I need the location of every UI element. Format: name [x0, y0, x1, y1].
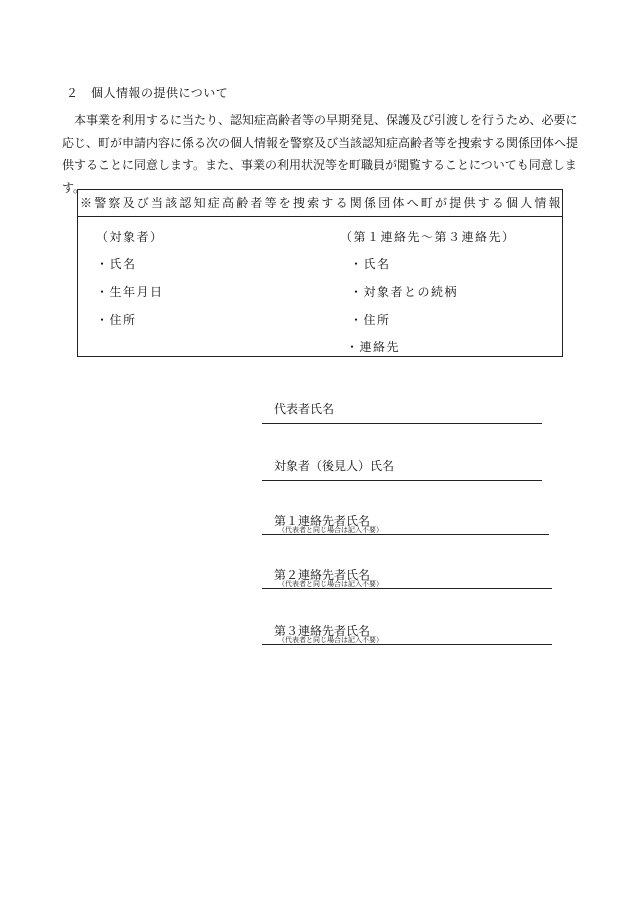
- signature-note: （代表者と同じ場合は記入不要）: [278, 580, 383, 588]
- signature-label: 第１連絡先者氏名: [274, 514, 371, 528]
- contacts-header: （第１連絡先～第３連絡先）: [340, 230, 516, 244]
- signature-note: （代表者と同じ場合は記入不要）: [278, 526, 383, 534]
- paragraph-line: す。: [62, 180, 86, 195]
- signature-label: 第３連絡先者氏名: [274, 624, 371, 638]
- subject-item: ・生年月日: [96, 285, 164, 299]
- section-heading: ２ 個人情報の提供について: [66, 86, 229, 100]
- paragraph-line: 本事業を利用するに当たり、認知症高齢者等の早期発見、保護及び引渡しを行うため、必要に: [62, 113, 578, 127]
- contacts-item: ・連絡先: [346, 340, 401, 354]
- consent-paragraph: [62, 109, 579, 199]
- signature-note: （代表者と同じ場合は記入不要）: [278, 636, 383, 644]
- signature-line[interactable]: [262, 480, 542, 481]
- signature-line[interactable]: [262, 588, 552, 589]
- contacts-item: ・氏名: [350, 257, 391, 271]
- paragraph-line: 供することに同意します。また、事業の利用状況等を町職員が閲覧することについても同意しま: [62, 158, 577, 172]
- subject-item: ・住所: [96, 313, 137, 327]
- subject-header: （対象者）: [96, 230, 164, 244]
- provided-info-box: [77, 189, 563, 357]
- subject-item: ・氏名: [96, 257, 137, 271]
- provided-info-title: ※警察及び当該認知症高齢者等を捜索する関係団体へ町が提供する個人情報: [78, 190, 562, 217]
- signature-label: 第２連絡先者氏名: [274, 568, 371, 582]
- paragraph-line: 応じ、町が申請内容に係る次の個人情報を警察及び当該認知症高齢者等を捜索する関係団体へ提: [62, 135, 579, 150]
- signature-line[interactable]: [262, 423, 542, 424]
- signature-label: 対象者（後見人）氏名: [274, 459, 395, 473]
- signature-line[interactable]: [262, 534, 549, 535]
- contacts-item: ・住所: [350, 313, 391, 327]
- contacts-item: ・対象者との続柄: [350, 285, 459, 299]
- signature-line[interactable]: [262, 644, 552, 645]
- signature-label: 代表者氏名: [274, 402, 335, 416]
